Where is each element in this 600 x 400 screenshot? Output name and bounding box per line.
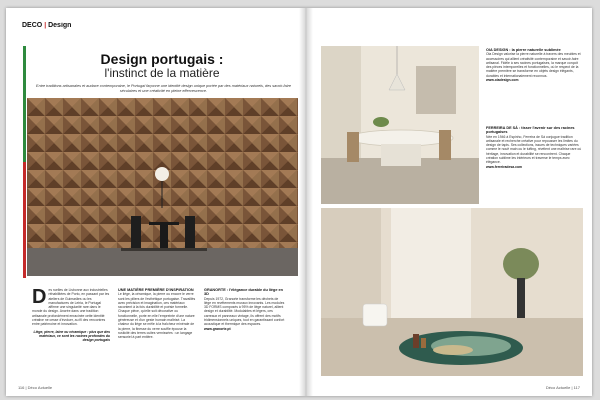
granorte-link[interactable]: www.granorte.pt [204,326,231,331]
footer-left-page: 116 [18,385,25,390]
col2-body: Le liège, la céramique, la pierre ou encore le verre sont les piliers de l'esthétique portugaise. Travaillés avec précision et imagination, ces matériaux racontent à la fois durabilité et poésie formelle. Chaque pièce, qu'elle soit décorative ou fonctionnelle, porte en elle l'empreinte d'une nature généreuse et d'un geste humain maîtrisé. La chaleur du liège se mêle à la fraîcheur minérale de la pierre, la finesse du verre souffle épouse la rusticité des terres cuites vernissées : un langage sensoriel à part entière. [118,292,196,340]
ferreira-link[interactable]: www.ferreiradesa.com [486,164,523,169]
cork-wall-photo [27,98,298,276]
headline-line2: l'instinct de la matière [104,66,220,80]
column-two [118,288,196,340]
cork-tiles-illustration [27,98,298,276]
footer-left-separator: | [25,385,28,390]
magazine-spread [6,8,592,396]
footer-right-separator: | [571,385,574,390]
section-tag [22,22,71,29]
section-main: DECO [22,22,43,29]
lede-column [32,288,110,343]
oia-body: Oia Design valorise la pierre naturelle à travers des meubles et accessoires qui allient créativité contemporaine et savoir-faire artisanal. Fidèle à ses racines portugaises, la marque conçoit des pièces intemporelles et fonctionnelles, où le respect de la matière première se transforme en objets design élégants, durables et internationalement reconnus. [486,52,581,78]
page-gutter [299,8,313,396]
ferreira-body: Née en 1946 à Espinho, Ferreira de Sá conjugue tradition artisanale et recherche créative pour repousser les limites du design de tapis. Ses collections, issues de techniques variées comme le nouë main ou le tufting, révèlent une maîtrise rare où héritage, innovation et durabilité se rencontrent. Chaque création sublime les intérieurs et traverse le temps avec élégance. [486,134,582,165]
headline-line1: Design portugais : [100,52,224,67]
col3-title: GRANORTE : l'élégance durable du liège en 3D [204,288,283,297]
col2-title: UNE MATIÈRE PREMIÈRE D'INSPIRATION [118,288,194,292]
dining-illustration [321,46,479,204]
section-sub: Design [48,22,72,29]
dining-room-photo [321,46,479,204]
footer-right [546,385,580,390]
intro-text: Entre traditions artisanales et audace contemporaine, le Portugal façonne une identité design unique portée par des matériaux naturels, des savoir-faire séculaires et une créativité en pleine effervescence. [36,84,291,93]
col3-body: Depuis 1972, Granorte transforme les déchets de liège en revêtements muraux innovants. Les modules 3D FORMS composés à 95% de liège naturel, allient design et durabilité. Modulables et légers, ces carreaux et panneaux vintage, ils offrent des motifs tridimensionnels uniques, tout en garantissant confort acoustique et thermique des espaces. [204,296,285,327]
footer-right-page: 117 [573,385,580,390]
oia-title: OIA DESIGN : la pierre naturelle sublimée [486,48,561,52]
lede-text: es ruelles de Lisbonne aux industrielles réhabilitées de Porto, en passant par les ateliers de Guimarães ou les manufactures de Leiria, le Portugal affirme une singularité rare dans le monde du design. Ancrée dans une tradition artisanale profondément enracinée cette identité créative ne cesse d'évoluer, au fil des rencontres entre patrimoine et innovation. [32,288,110,327]
oia-section [486,48,582,82]
footer-left [18,385,52,390]
rug-room-photo [321,208,583,376]
portugal-flag-bar [23,46,26,278]
pull-quote: Liège, pierre, laine ou céramique : plus que des matériaux, ce sont les racines profondes du design portugais [33,329,110,343]
footer-right-title: Déco Actuelle [545,385,571,390]
rug-illustration [321,208,583,376]
oia-link[interactable]: www.oiadesign.com [486,78,519,83]
ferreira-title: FERREIRA DE SÁ : tisser l'avenir sur des racines portugaises [486,126,575,135]
footer-left-title: Déco Actuelle [27,385,53,390]
section-divider: | [44,22,47,29]
dropcap: D [32,286,47,308]
ferreira-section [486,126,582,169]
column-three [204,288,286,331]
